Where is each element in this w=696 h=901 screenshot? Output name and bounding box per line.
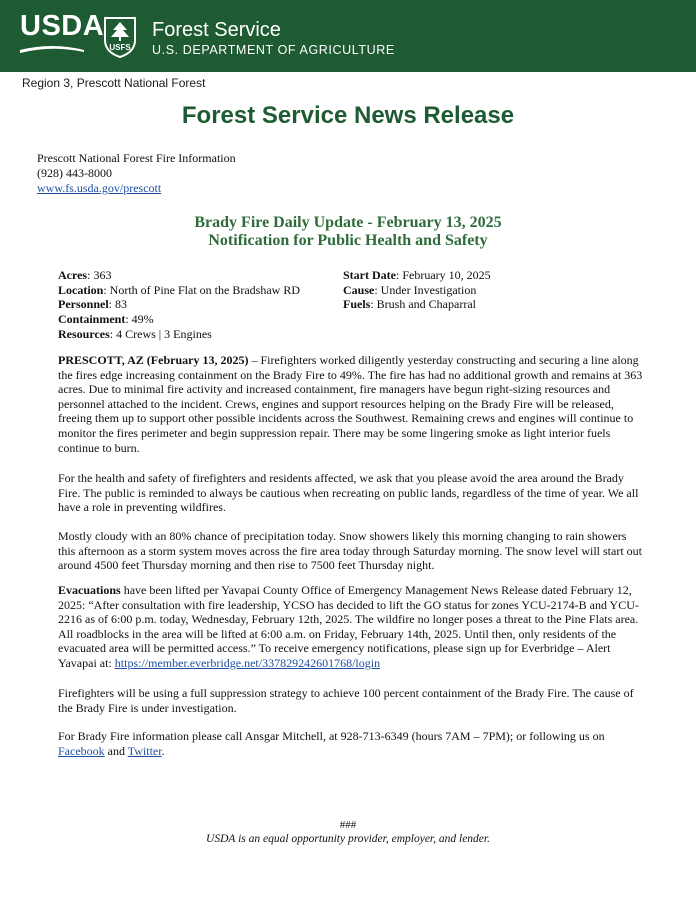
region-line: Region 3, Prescott National Forest — [22, 76, 206, 90]
facebook-link[interactable]: Facebook — [58, 743, 105, 758]
twitter-link[interactable]: Twitter — [127, 743, 162, 758]
fire-facts-left — [58, 268, 300, 342]
fact-location: Location: North of Pine Flat on the Bradshaw RD — [58, 282, 300, 297]
paragraph-situation: PRESCOTT, AZ (February 13, 2025) – Firefighters worked diligently yesterday constructing and securing a line along the fires edge increasing containment on the Brady Fire to 49%. The fire has had no additional growth and remains at 363 acres. Due to minimal fire activity and increased containment, fire managers have begun right-sizing resources and personnel attached to the incident. Crews, engines and support resources helping on the Brady Fire will be released, freeing them up to support other possible incidents across the Southwest. Remaining crews and engines will continue to monitor the fires perimeter and begin suppression repair. There may be some lingering smoke as light interior fuels continue to burn. — [58, 353, 643, 455]
fact-start-date: Start Date: February 10, 2025 — [343, 268, 491, 282]
fact-acres: Acres: 363 — [58, 268, 112, 282]
forest-service-shield-icon — [101, 16, 139, 58]
fact-cause: Cause: Under Investigation — [343, 282, 477, 297]
department-name: U.S. DEPARTMENT OF AGRICULTURE — [152, 43, 395, 57]
website-link[interactable]: www.fs.usda.gov/prescott — [37, 181, 162, 195]
paragraph-safety: For the health and safety of firefighters and residents affected, we ask that you please avoid the area around the Brady Fire. The public is reminded to always be cautious when recreating on public lands, regardless of the time of year. We all have a role in preventing wildfires. — [58, 471, 639, 515]
fire-facts-right — [343, 268, 491, 312]
paragraph-evacuations: Evacuations have been lifted per Yavapai County Office of Emergency Management News Release dated February 12, 2025: “After consultation with fire leadership, YCSO has decided to lift the GO status for zones YCU-2174-B and YCU-2216 as of 6:00 p.m. today, Wednesday, February 12th, 2025. The wildfire no longer poses a threat to the Pine Flats area. All roadblocks in the area will be lifted at 6:00 a.m. on Friday, February 14th, 2025. Until then, only residents of the evacuated area will be permitted access.” To receive emergency notifications, please sign up for Everbridge – Alert Yavapai at: https://member.everbridge.net/337829242601768/login — [58, 583, 639, 670]
contact-office: Prescott National Forest Fire Information — [37, 151, 236, 165]
update-title-line1: Brady Fire Daily Update - February 13, 2025 — [194, 214, 502, 231]
eeo-statement: USDA is an equal opportunity provider, employer, and lender. — [206, 833, 490, 845]
release-title: Forest Service News Release — [181, 102, 515, 129]
usda-logo: USDA — [20, 10, 105, 42]
header-banner — [0, 0, 696, 72]
shield-text: USFS — [109, 43, 131, 52]
fact-personnel: Personnel: 83 — [58, 297, 128, 312]
contact-phone: (928) 443-8000 — [37, 166, 112, 180]
fact-containment: Containment: 49% — [58, 312, 154, 327]
everbridge-link[interactable]: https://member.everbridge.net/337829242601768/login — [114, 655, 381, 670]
fact-fuels: Fuels: Brush and Chaparral — [343, 297, 476, 312]
paragraph-contact: For Brady Fire information please call Ansgar Mitchell, at 928-713-6349 (hours 7AM – 7PM); or following us on Facebook and Twitter. — [58, 729, 605, 758]
paragraph-strategy: Firefighters will be using a full suppression strategy to achieve 100 percent containment of the Brady Fire. The cause of the Brady Fire is under investigation. — [58, 686, 634, 715]
end-marker: ### — [339, 819, 357, 831]
contact-block — [37, 151, 236, 196]
usda-swoosh-icon — [20, 44, 84, 54]
update-title — [0, 214, 696, 250]
fact-resources: Resources: 4 Crews | 3 Engines — [58, 326, 212, 341]
agency-name: Forest Service — [152, 19, 281, 41]
paragraph-weather: Mostly cloudy with an 80% chance of precipitation today. Snow showers likely this morning changing to rain showers this afternoon as a storm system moves across the fire area today through Saturday morning. The snow level will start out around 4500 feet Thursday morning and then rise to 7500 feet Thursday night. — [58, 529, 642, 573]
update-title-line2: Notification for Public Health and Safety — [208, 232, 488, 249]
